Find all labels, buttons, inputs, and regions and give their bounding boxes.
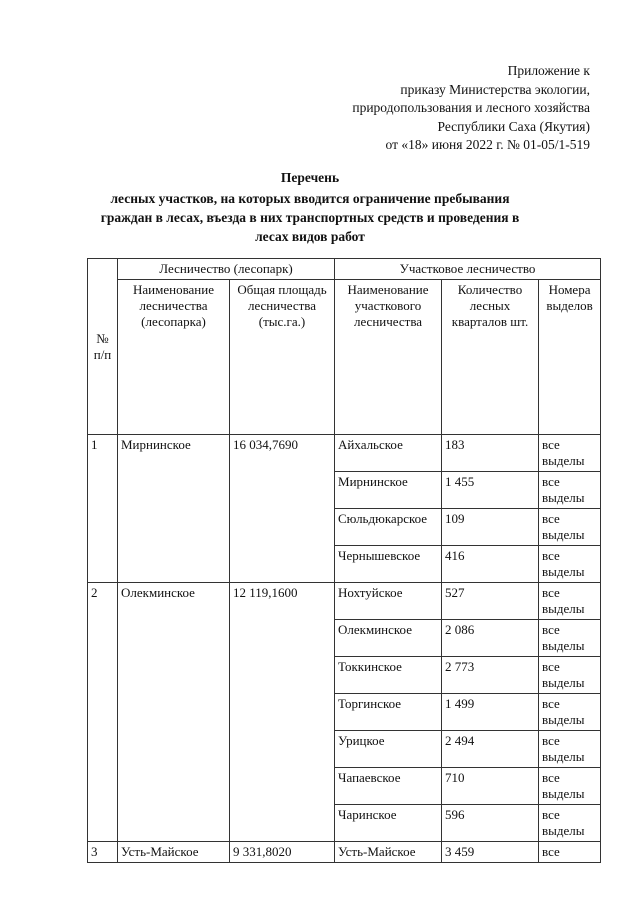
quarters-count: 710 (442, 768, 539, 805)
title-line: граждан в лесах, въезда в них транспортных средств и проведения в (100, 210, 520, 225)
district-name: Чаринское (335, 805, 442, 842)
quarters-count: 596 (442, 805, 539, 842)
quarters-count: 1 499 (442, 694, 539, 731)
title-line: лесах видов работ (255, 229, 365, 244)
district-name: Олекминское (335, 620, 442, 657)
header-district-name: Наименование участкового лесничества (335, 280, 442, 435)
quarters-count: 183 (442, 435, 539, 472)
document-title (95, 168, 525, 246)
district-name: Урицкое (335, 731, 442, 768)
appendix-header (260, 62, 590, 155)
plot-numbers: все (539, 842, 601, 863)
table-row (88, 435, 601, 472)
district-name: Усть-Майское (335, 842, 442, 863)
forestry-name: Мирнинское (118, 435, 230, 583)
row-number: 1 (88, 435, 118, 583)
forestry-area: 9 331,8020 (230, 842, 335, 863)
header-number (88, 259, 118, 435)
district-name: Мирнинское (335, 472, 442, 509)
district-name: Нохтуйское (335, 583, 442, 620)
district-name: Сюльдюкарское (335, 509, 442, 546)
plot-numbers: все выделы (539, 805, 601, 842)
appendix-line: приказу Министерства экологии, (400, 81, 590, 97)
plot-numbers: все выделы (539, 583, 601, 620)
plot-numbers: все выделы (539, 731, 601, 768)
quarters-count: 2 773 (442, 657, 539, 694)
header-plot-numbers: Номера выделов (539, 280, 601, 435)
header-forestry-name: Наименование лесничества (лесопарка) (118, 280, 230, 435)
header-quarters-count: Количество лесных кварталов шт. (442, 280, 539, 435)
row-number: 2 (88, 583, 118, 842)
table-row (88, 583, 601, 620)
plot-numbers: все выделы (539, 509, 601, 546)
quarters-count: 2 086 (442, 620, 539, 657)
quarters-count: 527 (442, 583, 539, 620)
plot-numbers: все выделы (539, 435, 601, 472)
plot-numbers: все выделы (539, 620, 601, 657)
appendix-line: природопользования и лесного хозяйства (352, 100, 590, 115)
header-number-label: № п/п (93, 330, 112, 362)
group-forestry-header: Лесничество (лесопарк) (118, 259, 335, 280)
forest-plots-table (87, 258, 601, 863)
forestry-area: 16 034,7690 (230, 435, 335, 583)
quarters-count: 109 (442, 509, 539, 546)
quarters-count: 1 455 (442, 472, 539, 509)
plot-numbers: все выделы (539, 694, 601, 731)
table-column-header (88, 280, 601, 435)
table-row (88, 842, 601, 863)
forestry-area: 12 119,1600 (230, 583, 335, 842)
appendix-line: Приложение к (507, 63, 590, 78)
group-district-header: Участковое лесничество (335, 259, 601, 280)
appendix-line: Республики Саха (Якутия) (437, 118, 590, 134)
quarters-count: 3 459 (442, 842, 539, 863)
row-number: 3 (88, 842, 118, 863)
quarters-count: 2 494 (442, 731, 539, 768)
district-name: Айхальское (335, 435, 442, 472)
quarters-count: 416 (442, 546, 539, 583)
plot-numbers: все выделы (539, 472, 601, 509)
forestry-name: Олекминское (118, 583, 230, 842)
appendix-line: от «18» июня 2022 г. № 01-05/1-519 (385, 137, 590, 152)
header-total-area: Общая площадь лесничества (тыс.га.) (230, 280, 335, 435)
plot-numbers: все выделы (539, 657, 601, 694)
district-name: Чапаевское (335, 768, 442, 805)
table-group-header (88, 259, 601, 280)
district-name: Торгинское (335, 694, 442, 731)
district-name: Токкинское (335, 657, 442, 694)
title-line: лесных участков, на которых вводится ограничение пребывания (110, 191, 510, 206)
forestry-name: Усть-Майское (118, 842, 230, 863)
plot-numbers: все выделы (539, 546, 601, 583)
district-name: Чернышевское (335, 546, 442, 583)
plot-numbers: все выделы (539, 768, 601, 805)
title-line: Перечень (280, 170, 340, 185)
